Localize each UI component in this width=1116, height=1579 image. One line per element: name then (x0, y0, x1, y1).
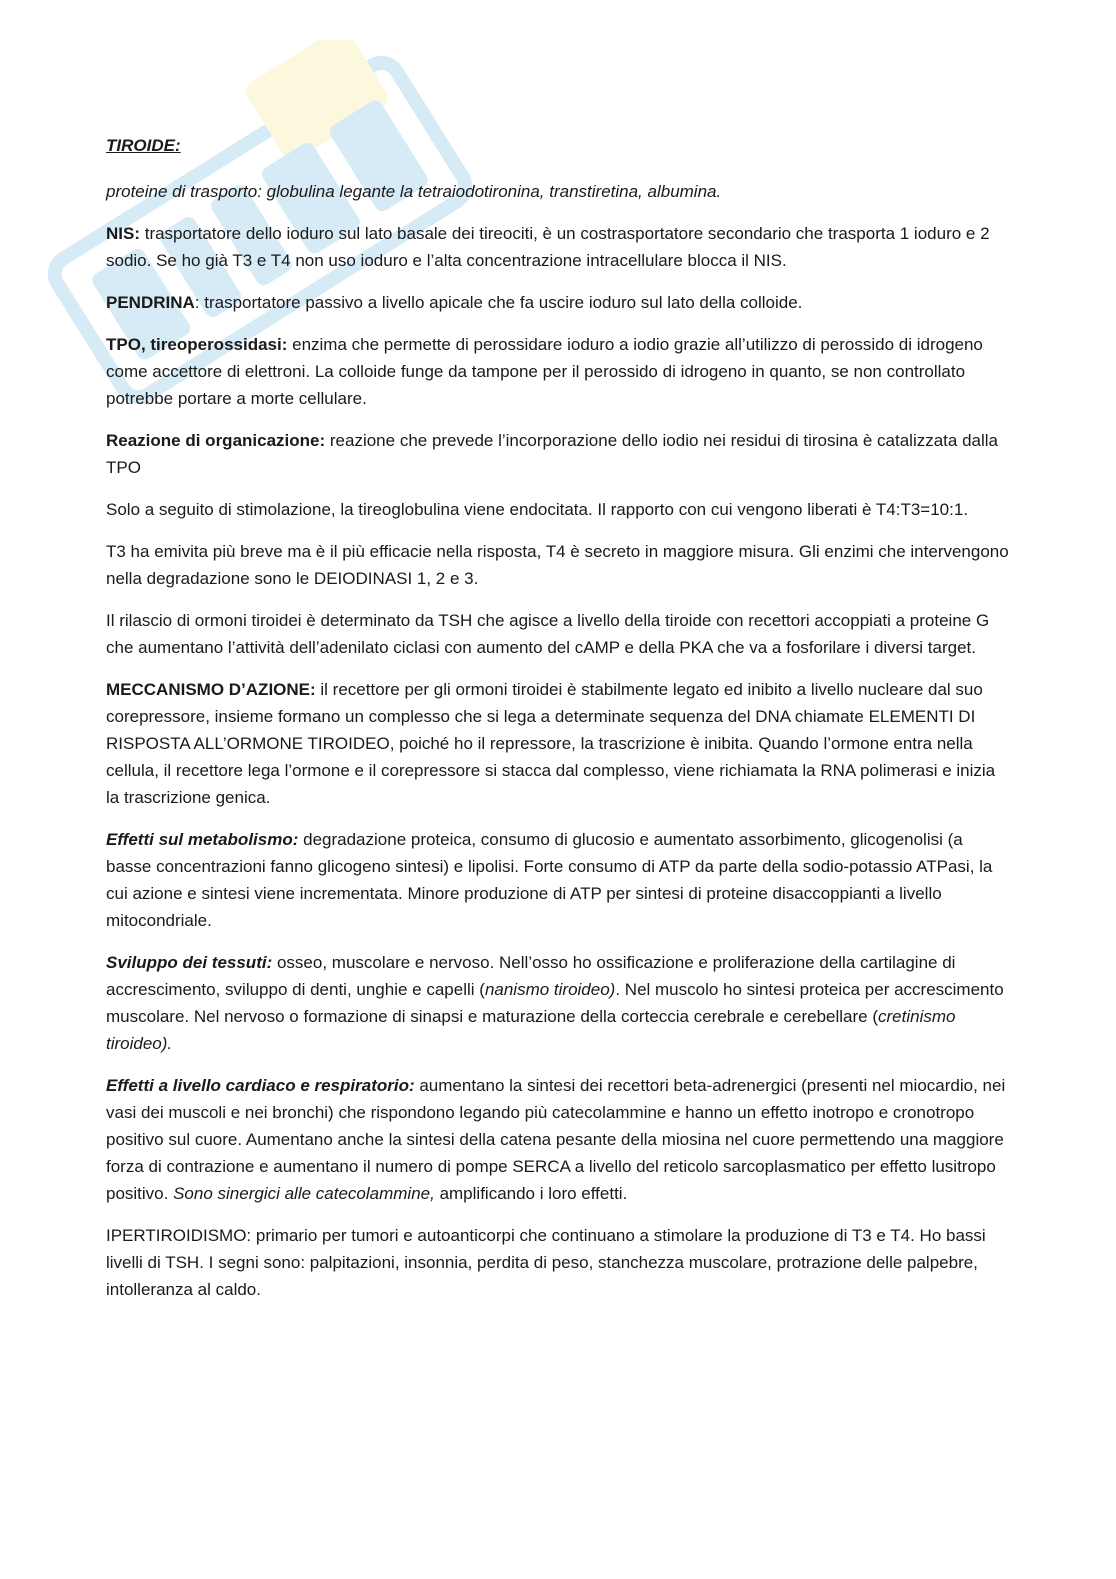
paragraph-meccanismo (106, 676, 1011, 811)
paragraph-tireoglobulina: Solo a seguito di stimolazione, la tireoglobulina viene endocitata. Il rapporto con cui vengono liberati è T4:T3=10:1. (106, 500, 969, 519)
cardiaco-italic: Sono sinergici alle catecolammine, (173, 1184, 435, 1203)
metabolismo-label: Effetti sul metabolismo: (106, 830, 299, 849)
metabolismo-text: degradazione proteica, consumo di glucosio e aumentato assorbimento, glicogenolisi (a basse concentrazioni fanno glicogeno sintesi) e lipolisi. Forte consumo di ATP da parte della sodio-potassio ATPasi, la cui azione e sintesi viene incrementata. Minore produzione di ATP per sintesi di proteine disaccoppianti a livello mitocondriale. (106, 830, 993, 930)
sviluppo-italic-1: nanismo tiroideo) (484, 980, 616, 999)
tpo-text: enzima che permette di perossidare ioduro a iodio grazie all’utilizzo di perossido di idrogeno come accettore di elettroni. La colloide funge da tampone per il perossido di idrogeno in quanto, se non controllato potrebbe portare a morte cellulare. (106, 335, 983, 408)
cardiaco-tail: amplificando i loro effetti. (434, 1184, 628, 1203)
paragraph-transport-proteins: proteine di trasporto: globulina legante la tetraiodotironina, transtiretina, albumina. (106, 182, 722, 201)
paragraph-organicazione (106, 427, 1011, 481)
pendrina-text: : trasportatore passivo a livello apicale che fa uscire ioduro sul lato della colloide. (194, 293, 803, 312)
sviluppo-label: Sviluppo dei tessuti: (106, 953, 273, 972)
paragraph-pendrina (106, 289, 1011, 316)
nis-text: trasportatore dello ioduro sul lato basale dei tireociti, è un costrasportatore secondario che trasporta 1 ioduro e 2 sodio. Se ho già T3 e T4 non uso ioduro e l’alta concentrazione intracellulare blocca il NIS. (106, 224, 990, 270)
document-title: TIROIDE: (106, 136, 181, 155)
document-body (106, 132, 1011, 1318)
nis-label: NIS: (106, 224, 140, 243)
meccanismo-text: il recettore per gli ormoni tiroidei è stabilmente legato ed inibito a livello nucleare dal suo corepressore, insieme formano un complesso che si lega a determinate sequenza del DNA chiamate ELEMENTI DI RISPOSTA ALL’ORMONE TIROIDEO, poiché ho il repressore, la trascrizione è inibita. Quando l’ormone entra nella cellula, il recettore lega l’ormone e il corepressore si stacca dal complesso, viene richiamata la RNA polimerasi e inizia la trascrizione genica. (106, 680, 996, 807)
cardiaco-label: Effetti a livello cardiaco e respiratorio: (106, 1076, 415, 1095)
paragraph-t3: T3 ha emivita più breve ma è il più efficacie nella risposta, T4 è secreto in maggiore misura. Gli enzimi che intervengono nella degradazione sono le DEIODINASI 1, 2 e 3. (106, 542, 1009, 588)
paragraph-sviluppo (106, 949, 1011, 1057)
cardiaco-text: aumentano la sintesi dei recettori beta-adrenergici (presenti nel miocardio, nei vasi dei muscoli e nei bronchi) che rispondono legando più catecolammine e hanno un effetto inotropo e cronotropo positivo sul cuore. Aumentano anche la sintesi della catena pesante della miosina nel cuore permettendo una maggiore forza di contrazione e aumentano il numero di pompe SERCA a livello del reticolo sarcoplasmatico per effetto lusitropo positivo. (106, 1076, 1006, 1203)
paragraph-nis (106, 220, 1011, 274)
paragraph-tpo (106, 331, 1011, 412)
meccanismo-label: MECCANISMO D’AZIONE: (106, 680, 316, 699)
sviluppo-text-1: osseo, muscolare e nervoso. Nell’osso ho ossificazione e proliferazione della cartilagine di accrescimento, sviluppo di denti, unghie e capelli ( (106, 953, 956, 999)
organicazione-text: reazione che prevede l’incorporazione dello iodio nei residui di tirosina è catalizzata dalla TPO (106, 431, 999, 477)
sviluppo-text-2: . Nel muscolo ho sintesi proteica per accrescimento muscolare. Nel nervoso o formazione di sinapsi e maturazione della corteccia cerebrale e cerebellare ( (106, 980, 1004, 1026)
paragraph-cardiaco (106, 1072, 1011, 1207)
pendrina-label: PENDRINA (106, 293, 195, 312)
paragraph-tsh: Il rilascio di ormoni tiroidei è determinato da TSH che agisce a livello della tiroide con recettori accoppiati a proteine G che aumentano l’attività dell’adenilato ciclasi con aumento del cAMP e della PKA che va a fosforilare i diversi target. (106, 611, 990, 657)
sviluppo-italic-2: cretinismo tiroideo). (106, 1007, 956, 1053)
paragraph-metabolismo (106, 826, 1011, 934)
tpo-label: TPO, tireoperossidasi: (106, 335, 288, 354)
organicazione-label: Reazione di organicazione: (106, 431, 326, 450)
paragraph-ipertiroidismo: IPERTIROIDISMO: primario per tumori e autoanticorpi che continuano a stimolare la produzione di T3 e T4. Ho bassi livelli di TSH. I segni sono: palpitazioni, insonnia, perdita di peso, stanchezza muscolare, protrazione delle palpebre, intolleranza al caldo. (106, 1226, 986, 1299)
